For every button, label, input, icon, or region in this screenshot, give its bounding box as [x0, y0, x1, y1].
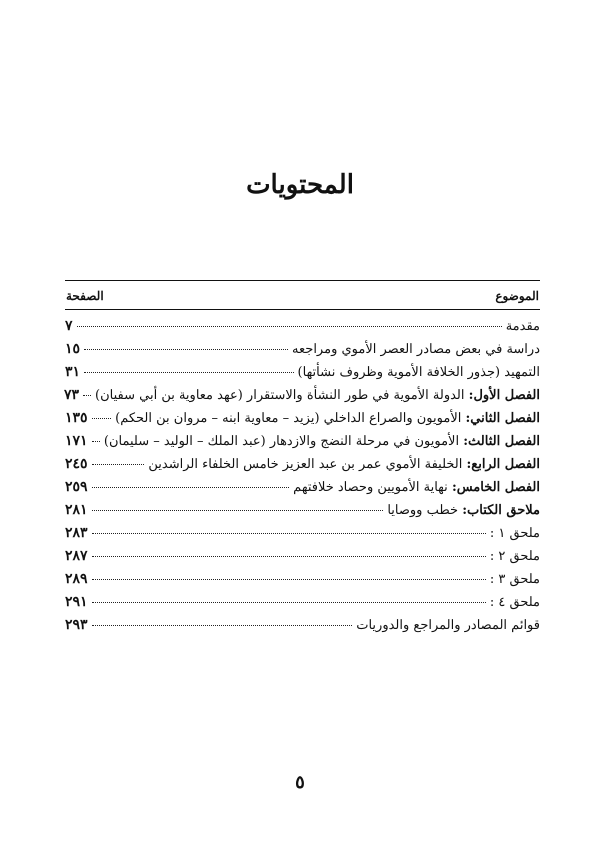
toc-entry-page: ١٧١: [65, 433, 88, 449]
toc-entry-chapter: الفصل الخامس:: [451, 480, 540, 495]
dot-leader: [92, 556, 486, 557]
dot-leader: [92, 510, 384, 511]
dot-leader: [84, 349, 288, 350]
toc-entry-label: [490, 549, 540, 564]
toc-entry-label: [490, 595, 540, 610]
dot-leader: [83, 395, 91, 396]
toc-entry-page: ٢٨٩: [65, 571, 88, 587]
dot-leader: [92, 533, 486, 534]
toc-entry-label: [387, 503, 540, 518]
toc-entry-label: [95, 388, 540, 403]
toc-entry-title: قوائم المصادر والمراجع والدوريات: [356, 618, 540, 633]
toc-list: [65, 318, 540, 640]
toc-entry-page: ٧٣: [63, 387, 80, 403]
toc-entry-page: ٢٥٩: [65, 479, 88, 495]
toc-entry-label: [298, 365, 540, 380]
dot-leader: [77, 326, 502, 327]
toc-entry-label: [292, 342, 540, 357]
toc-entry-title: ملحق ٣ :: [489, 572, 540, 587]
toc-entry[interactable]: [65, 525, 540, 548]
toc-entry-title: دراسة في بعض مصادر العصر الأموي ومراجعه: [292, 342, 540, 357]
toc-entry-chapter: الفصل الثالث:: [463, 434, 540, 449]
dot-leader: [92, 441, 100, 442]
toc-entry[interactable]: [65, 502, 540, 525]
toc-entry-title: ملحق ٢ :: [489, 549, 540, 564]
toc-entry-title: نهاية الأمويين وحصاد خلافتهم: [293, 480, 448, 495]
dot-leader: [92, 418, 112, 419]
toc-entry-label: [356, 618, 540, 633]
toc-entry[interactable]: [65, 387, 540, 410]
dot-leader: [92, 579, 486, 580]
toc-entry-label: [293, 480, 540, 495]
page-column-header: الصفحة: [66, 289, 104, 303]
toc-entry-label: [104, 434, 540, 449]
toc-entry-page: ١٣٥: [65, 410, 88, 426]
toc-entry-title: الأمويون في مرحلة النضج والازدهار (عبد الملك – الوليد – سليمان): [103, 434, 460, 449]
toc-entry[interactable]: [65, 341, 540, 364]
toc-entry-chapter: الفصل الثاني:: [465, 411, 540, 426]
toc-entry-page: ٢٨٧: [65, 548, 88, 564]
toc-entry-page: ٧: [65, 318, 73, 334]
toc-entry-label: [506, 319, 540, 334]
toc-entry-page: ٣١: [65, 364, 81, 380]
toc-entry-page: ٢٩٣: [65, 617, 88, 633]
toc-entry[interactable]: [65, 364, 540, 387]
dot-leader: [92, 464, 145, 465]
toc-entry-title: الأمويون والصراع الداخلي (يزيد – معاوية ابنه – مروان بن الحكم): [115, 411, 462, 426]
toc-entry-title: ملحق ١ :: [489, 526, 540, 541]
toc-entry-page: ١٥: [65, 341, 81, 357]
toc-entry[interactable]: [65, 548, 540, 571]
toc-entry-title: خطب ووصايا: [387, 503, 459, 518]
toc-entry-page: ٢٨٣: [65, 525, 88, 541]
toc-entry-title: الخليفة الأموي عمر بن عبد العزيز خامس الخلفاء الراشدين: [148, 457, 463, 472]
toc-entry-page: ٢٤٥: [65, 456, 88, 472]
toc-entry-chapter: الفصل الأول:: [468, 388, 540, 403]
dot-leader: [92, 625, 353, 626]
toc-entry[interactable]: [65, 617, 540, 640]
toc-entry[interactable]: [65, 318, 540, 341]
toc-entry[interactable]: [65, 410, 540, 433]
toc-header: [65, 280, 540, 310]
toc-entry[interactable]: [65, 571, 540, 594]
toc-entry-label: [490, 572, 540, 587]
toc-entry-title: الدولة الأموية في طور النشأة والاستقرار (عهد معاوية بن أبي سفيان): [95, 388, 465, 403]
toc-entry[interactable]: [65, 479, 540, 502]
toc-entry-chapter: ملاحق الكتاب:: [462, 503, 540, 518]
dot-leader: [92, 602, 486, 603]
toc-entry[interactable]: [65, 594, 540, 617]
page-title: المحتويات: [246, 170, 354, 200]
toc-entry-label: [148, 457, 540, 472]
toc-entry-title: ملحق ٤ :: [489, 595, 540, 610]
toc-entry[interactable]: [65, 456, 540, 479]
toc-entry-page: ٢٩١: [65, 594, 88, 610]
topic-column-header: الموضوع: [495, 289, 539, 303]
toc-entry-title: التمهيد (جذور الخلافة الأموية وظروف نشأتها): [297, 365, 540, 380]
toc-entry[interactable]: [65, 433, 540, 456]
toc-entry-label: [115, 411, 540, 426]
toc-entry-label: [490, 526, 540, 541]
page-number: ٥: [295, 772, 305, 793]
toc-entry-page: ٢٨١: [65, 502, 88, 518]
toc-entry-title: مقدمة: [505, 319, 540, 334]
table-of-contents: [65, 280, 540, 640]
toc-entry-chapter: الفصل الرابع:: [466, 457, 540, 472]
dot-leader: [92, 487, 290, 488]
dot-leader: [84, 372, 293, 373]
